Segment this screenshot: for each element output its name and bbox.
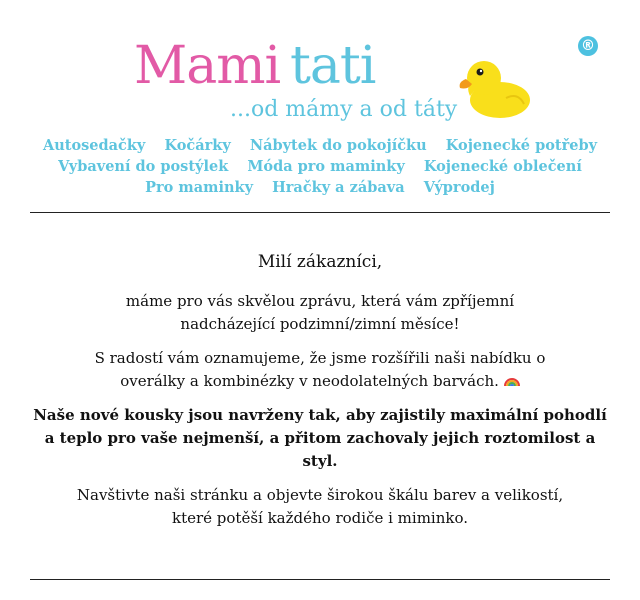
header — [0, 0, 640, 128]
logo-text-tati: tati — [290, 36, 376, 96]
nav-link-kojenecke-obleceni[interactable]: Kojenecké oblečení — [423, 158, 582, 175]
message-paragraph — [30, 347, 610, 393]
logo-text-mami: Mami — [134, 36, 281, 96]
nav-link-pro-maminky[interactable]: Pro maminky — [145, 179, 253, 196]
message-paragraph: máme pro vás skvělou zprávu, která vám zpříjemní nadcházející podzimní/zimní měsíce! — [125, 292, 515, 333]
nav-link-nabytek[interactable]: Nábytek do pokojíčku — [249, 137, 427, 154]
message-line: Navštivte naši stránku a objevte širokou škálu barev a velikostí, — [76, 486, 564, 504]
nav-row — [0, 176, 640, 197]
nav-row — [0, 155, 640, 176]
nav-link-hracky-zabava[interactable]: Hračky a zábava — [272, 179, 405, 196]
message-body — [30, 232, 610, 541]
rubber-duck-icon — [456, 52, 532, 122]
nav-row — [0, 134, 640, 155]
nav-link-vyprodej[interactable]: Výprodej — [423, 179, 495, 196]
message-line: které potěší každého rodiče i miminko. — [171, 509, 469, 527]
rainbow-icon — [504, 375, 520, 387]
nav-link-kocarky[interactable]: Kočárky — [164, 137, 231, 154]
divider — [30, 579, 610, 580]
category-navigation — [0, 134, 640, 197]
registered-trademark-icon: ® — [578, 36, 598, 56]
message-paragraph — [30, 484, 610, 530]
nav-link-autosedacky[interactable]: Autosedačky — [42, 137, 146, 154]
nav-link-vybaveni-postylek[interactable]: Vybavení do postýlek — [58, 158, 229, 175]
nav-link-kojenecke-potreby[interactable]: Kojenecké potřeby — [445, 137, 598, 154]
message-paragraph-text: S radostí vám oznamujeme, že jsme rozšířili naši nabídku o overálky a kombinézky v neodolatelných barvách. — [94, 349, 546, 390]
logo-tagline: ...od mámy a od táty — [230, 97, 458, 122]
greeting: Milí zákazníci, — [257, 252, 383, 272]
message-paragraph-highlight: Naše nové kousky jsou navrženy tak, aby zajistily maximální pohodlí a teplo pro vaše nejmenší, a přitom zachovaly jejich roztomilost a styl. — [33, 406, 607, 470]
divider — [30, 212, 610, 213]
nav-link-moda-maminky[interactable]: Móda pro maminky — [247, 158, 405, 175]
